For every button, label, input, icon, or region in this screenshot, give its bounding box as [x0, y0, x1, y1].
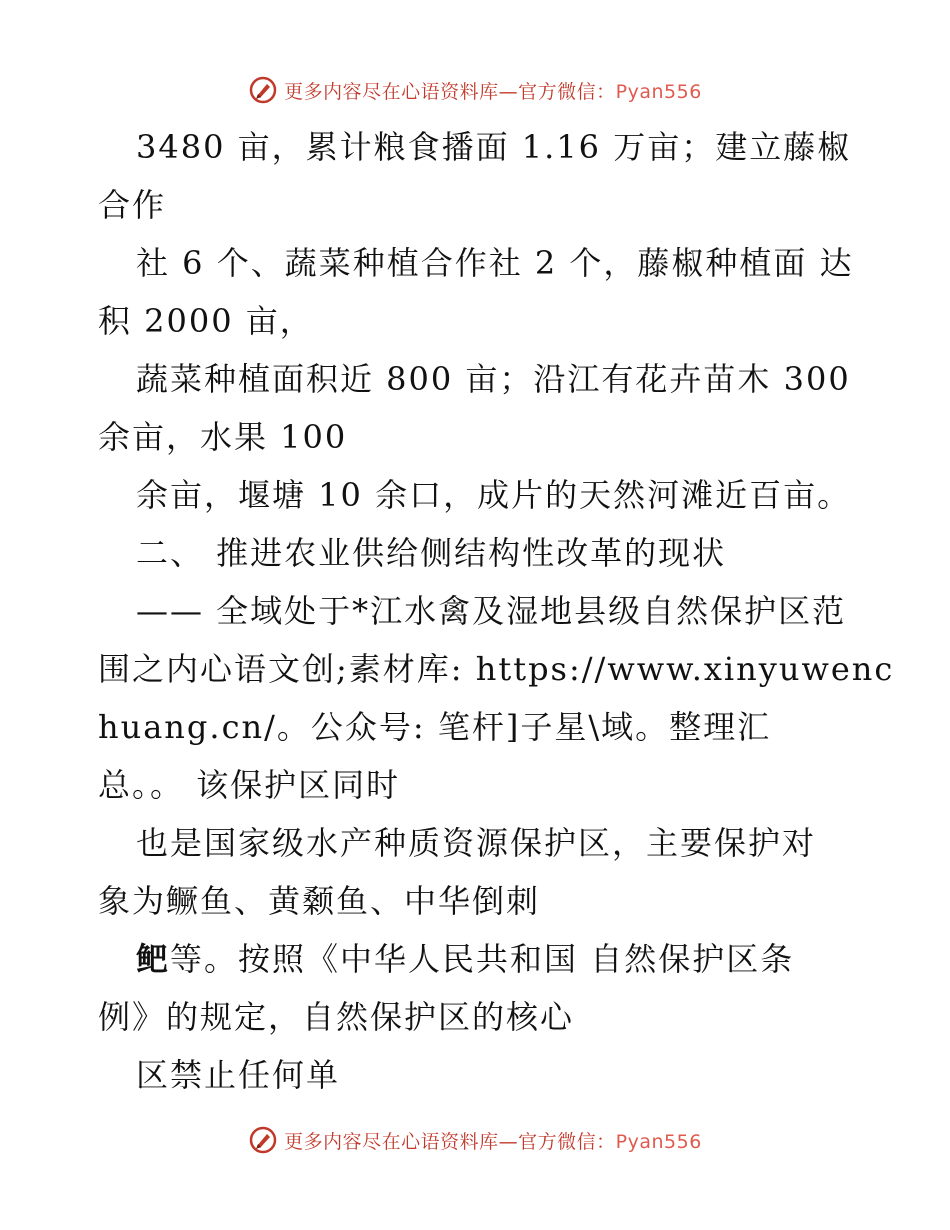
text-line: 也是国家级水产种质资源保护区，主要保护对 [136, 824, 817, 862]
text-line: 蔬菜种植面积近 800 亩；沿江有花卉苗木 300 [136, 360, 851, 398]
text-line: 合作 [98, 186, 167, 224]
header-wechat-id: Pyan556 [615, 80, 702, 103]
text-line: 围之内心语文创;素材库: https://www.xinyuwenc [98, 650, 895, 688]
footer-banner-text: 更多内容尽在心语资料库—官方微信：Pyan556 [284, 1130, 702, 1153]
bold-character: 鲃 [136, 940, 171, 978]
header-banner-text: 更多内容尽在心语资料库—官方微信：Pyan556 [284, 80, 702, 103]
text-line: 积 2000 亩， [98, 302, 314, 340]
pen-logo-icon [248, 75, 278, 105]
text-line: 余亩，堰塘 10 余口，成片的天然河滩近百亩。 [136, 476, 852, 514]
text-line: —— 全域处于*江水禽及湿地县级自然保护区范 [136, 592, 847, 630]
text-line: 象为鳜鱼、黄颡鱼、中华倒刺 [98, 882, 541, 920]
text-line-rest: 等。按照《中华人民共和国 自然保护区条 [170, 940, 795, 978]
text-line: 3480 亩，累计粮食播面 1.16 万亩；建立藤椒 [136, 128, 852, 166]
footer-banner [0, 1120, 950, 1160]
pen-logo-icon [248, 1125, 278, 1155]
text-line: 区禁止任何单 [136, 1056, 341, 1094]
footer-wechat-id: Pyan556 [615, 1130, 702, 1153]
header-banner [0, 70, 950, 110]
text-line [98, 930, 858, 988]
text-line: 余亩，水果 100 [98, 418, 348, 456]
text-line: huang.cn/。公众号: 笔杆]子星\域。整理汇 [98, 708, 772, 746]
document-body [98, 118, 895, 1104]
text-line: 例》的规定，自然保护区的核心 [98, 998, 575, 1036]
section-heading: 二、 推进农业供给侧结构性改革的现状 [136, 534, 727, 572]
text-line: 社 6 个、蔬菜种植合作社 2 个，藤椒种植面 达 [136, 244, 854, 282]
text-line: 总。。 该保护区同时 [98, 766, 401, 804]
